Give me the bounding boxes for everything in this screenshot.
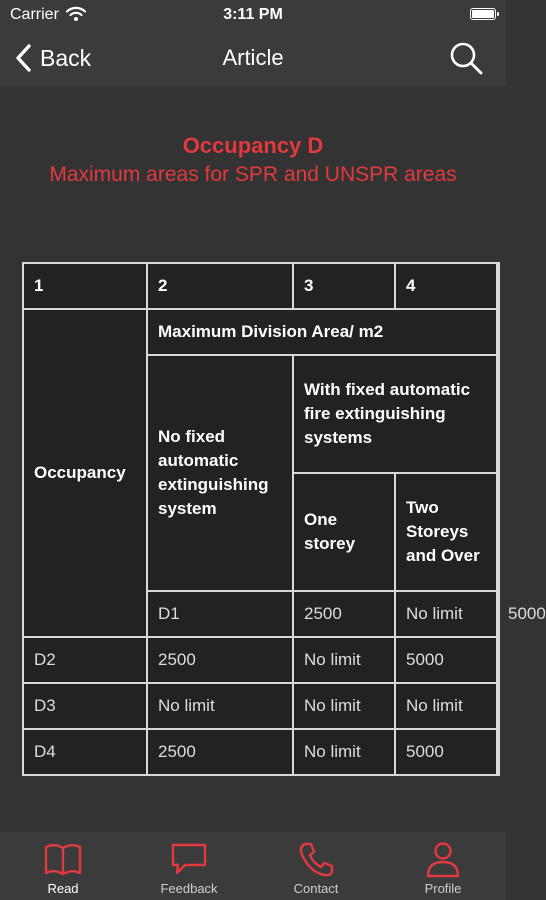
table-row (24, 638, 498, 682)
column-number: 1 (24, 264, 146, 308)
no-fixed-cell: 2500 (148, 638, 292, 682)
clock: 3:11 PM (223, 6, 283, 23)
person-icon (423, 840, 463, 878)
occupancy-cell: D3 (24, 684, 146, 728)
one-storey-cell: No limit (294, 684, 394, 728)
article-content (0, 86, 546, 832)
two-storeys-cell: 5000 (396, 730, 496, 774)
status-bar (0, 0, 506, 30)
table-row (24, 684, 498, 728)
column-number: 2 (148, 264, 292, 308)
tab-label: Contact (293, 881, 339, 896)
article-heading (30, 132, 476, 190)
two-storeys-header: Two Storeys and Over (396, 474, 496, 590)
one-storey-cell: No limit (294, 730, 394, 774)
occupancy-cell: D2 (24, 638, 146, 682)
no-fixed-cell: No limit (148, 684, 292, 728)
occupancy-table (22, 262, 546, 776)
nav-bar (0, 30, 506, 86)
occupancy-cell: D4 (24, 730, 146, 774)
back-label: Back (40, 44, 92, 71)
no-fixed-cell: 2500 (294, 592, 394, 636)
page-title: Article (222, 45, 284, 70)
with-fixed-system-header: With fixed automatic fire extinguishing systems (294, 356, 496, 472)
tab-bar (0, 832, 506, 900)
tab-feedback[interactable] (126, 832, 252, 900)
no-fixed-cell: 2500 (148, 730, 292, 774)
no-fixed-system-header: No fixed automatic extinguishing system (148, 356, 292, 590)
tab-contact[interactable] (253, 832, 379, 900)
max-division-area-header: Maximum Division Area/ m2 (148, 310, 496, 354)
column-number: 4 (396, 264, 496, 308)
search-button[interactable] (448, 40, 484, 76)
two-storeys-cell: 5000 (396, 638, 496, 682)
article-subtitle: Maximum areas for SPR and UNSPR areas (49, 163, 457, 186)
battery-icon (470, 8, 496, 20)
chat-bubble-icon (169, 840, 209, 878)
search-icon (448, 40, 484, 76)
book-icon (43, 840, 83, 878)
two-storeys-cell: No limit (396, 684, 496, 728)
one-storey-cell: No limit (396, 592, 496, 636)
carrier-label: Carrier (10, 6, 59, 23)
occupancy-cell: D1 (148, 592, 292, 636)
occupancy-header: Occupancy (24, 310, 146, 636)
tab-read[interactable] (0, 832, 126, 900)
table-row (24, 730, 498, 774)
one-storey-cell: No limit (294, 638, 394, 682)
table-row: D1 2500 No limit 5000 (24, 592, 498, 636)
column-number: 3 (294, 264, 394, 308)
column-number-row (24, 264, 498, 308)
one-storey-header: One storey (294, 474, 394, 590)
tab-label: Read (47, 881, 79, 896)
tab-label: Profile (424, 881, 462, 896)
tab-profile[interactable] (380, 832, 506, 900)
header-row (24, 310, 498, 354)
phone-icon (296, 840, 336, 878)
tab-label: Feedback (160, 881, 218, 896)
article-title: Occupancy D (182, 133, 324, 158)
